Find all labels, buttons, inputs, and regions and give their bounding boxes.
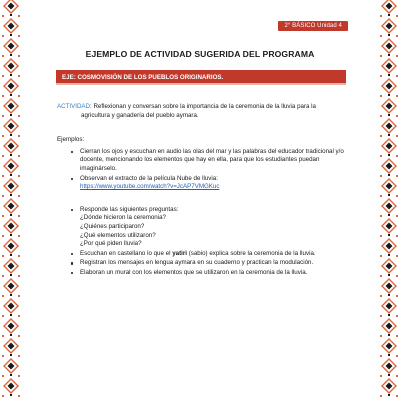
activity-paragraph bbox=[57, 103, 347, 120]
list-item bbox=[80, 206, 347, 249]
andean-pattern-icon bbox=[0, 0, 22, 400]
andean-pattern-icon bbox=[378, 0, 400, 400]
list-spacer bbox=[80, 193, 347, 205]
youtube-link[interactable]: https://www.youtube.com/watch?v=JcAP7VMGKuc bbox=[80, 183, 220, 191]
list-item bbox=[80, 269, 347, 278]
examples-list bbox=[57, 148, 347, 278]
question-2: ¿Quiénes participaron? bbox=[80, 222, 145, 230]
list-item-text: Escuchan en castellano lo que el bbox=[80, 249, 173, 257]
left-decorative-border bbox=[0, 0, 22, 400]
activity-content bbox=[57, 103, 347, 279]
list-item bbox=[80, 250, 347, 259]
examples-heading: Ejemplos: bbox=[57, 136, 85, 144]
list-item bbox=[80, 259, 347, 268]
list-item-text: Elaboran un mural con los elementos que se utilizaron en la ceremonia de la lluvia. bbox=[80, 268, 308, 276]
axis-banner: EJE: COSMOVISIÓN DE LOS PUEBLOS ORIGINARIOS. bbox=[56, 70, 346, 85]
grade-unit-badge: 2° BÁSICO Unidad 4 bbox=[278, 21, 348, 31]
yatiri-word: yatiri bbox=[172, 249, 187, 257]
list-item-text: (sabio) explica sobre la ceremonia de la lluvia. bbox=[186, 249, 316, 257]
activity-text: : Reflexionan y conversan sobre la importancia de la ceremonia de la lluvia para la bbox=[90, 103, 316, 110]
list-item bbox=[80, 148, 347, 174]
page-title: EJEMPLO DE ACTIVIDAD SUGERIDA DEL PROGRAMA bbox=[85, 49, 315, 59]
question-1: ¿Dónde hicieron la ceremonia? bbox=[80, 214, 166, 222]
list-item-text: Observan el extracto de la película Nube de lluvia: bbox=[80, 174, 218, 182]
list-item-text: Cierran los ojos y escuchan en audio las olas del mar y las palabras del educador tradicional y/o docente, mencionando los elementos que hay en ella, para que los estudiantes puedan imaginárselo. bbox=[80, 147, 344, 172]
question-4: ¿Por qué piden lluvia? bbox=[80, 240, 142, 248]
activity-text-continuation: agricultura y ganadería del pueblo aymara. bbox=[81, 111, 199, 119]
activity-label: ACTIVIDAD bbox=[57, 103, 91, 110]
question-3: ¿Qué elementos utilizaron? bbox=[80, 231, 156, 239]
right-decorative-border bbox=[378, 0, 400, 400]
list-item-text: Registran los mensajes en lengua aymara en su cuaderno y practican la modulación. bbox=[80, 259, 314, 267]
list-item bbox=[80, 175, 347, 192]
questions-intro: Responde las siguientes preguntas: bbox=[80, 205, 179, 213]
